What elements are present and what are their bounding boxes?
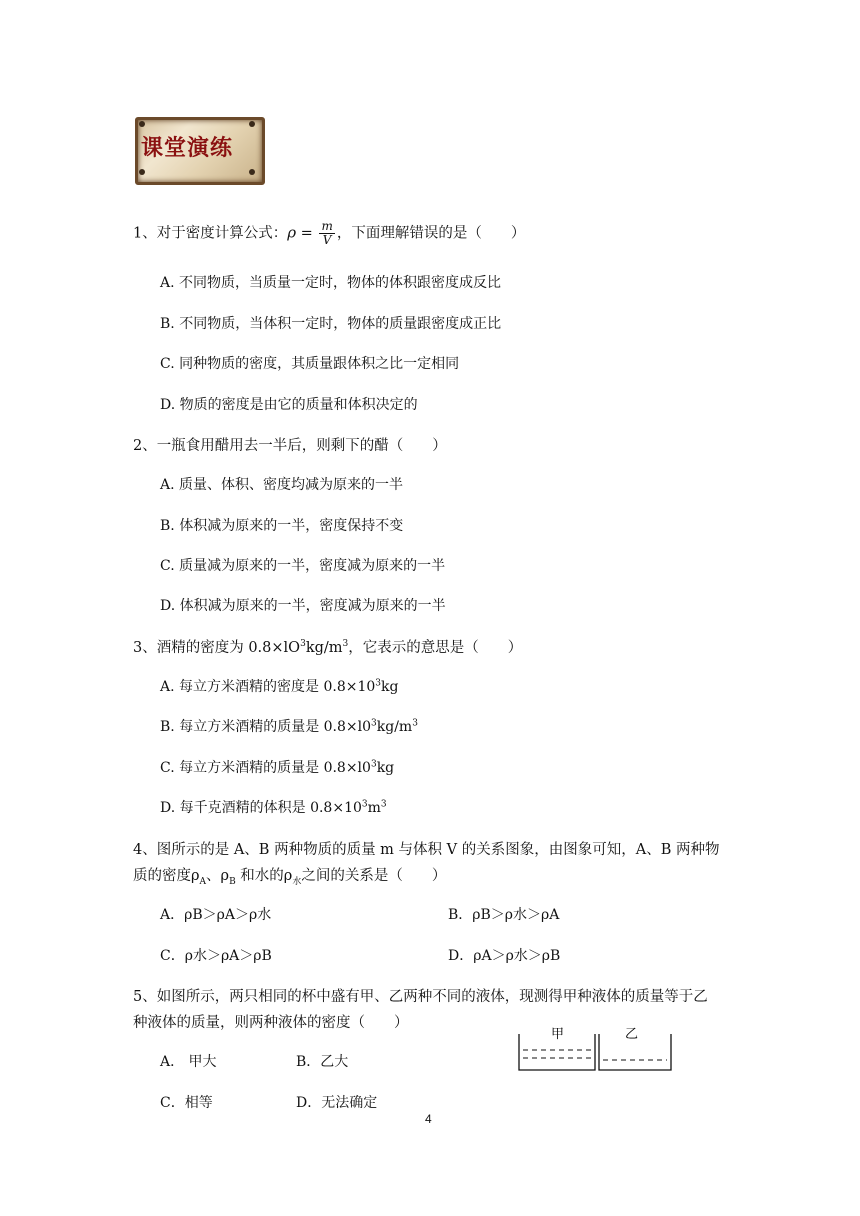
q2-option-a: A. 质量、体积、密度均减为原来的一半 xyxy=(160,477,404,493)
q4-option-b: B．ρB＞ρ水＞ρA xyxy=(448,907,560,923)
superscript: 3 xyxy=(371,718,377,729)
q4-text: 、ρ xyxy=(206,868,230,884)
superscript: 3 xyxy=(361,799,368,810)
cup-jia xyxy=(519,1027,595,1070)
cup-yi-label: 乙 xyxy=(625,1027,639,1042)
superscript: 3 xyxy=(380,799,387,810)
q4-option-a: A．ρB＞ρA＞ρ水 xyxy=(160,907,272,923)
nail-icon xyxy=(139,121,145,127)
question-2: 2、一瓶食用醋用去一半后，则剩下的醋（ ） xyxy=(133,438,447,454)
q2-option-b: B. 体积减为原来的一半，密度保持不变 xyxy=(160,518,404,534)
option-unit: kg/m xyxy=(376,719,413,735)
q3-option-a xyxy=(160,676,398,696)
page-number: 4 xyxy=(425,1112,432,1126)
subscript: 水 xyxy=(292,876,302,887)
rho-symbol: ρ xyxy=(287,223,297,242)
cup-jia-label: 甲 xyxy=(551,1027,565,1042)
option-unit: m xyxy=(367,800,381,816)
fraction-numerator: m xyxy=(321,219,333,233)
equals-sign: = xyxy=(296,225,318,242)
option-unit: kg xyxy=(381,679,399,695)
option-text: D. 每千克酒精的体积是 0.8×10 xyxy=(160,800,362,816)
two-cups-figure xyxy=(515,1024,675,1072)
q1-option-a: A. 不同物质，当质量一定时，物体的体积跟密度成反比 xyxy=(160,275,502,291)
q1-suffix: ，下面理解错误的是（ ） xyxy=(336,225,526,242)
question-5-line-1: 5、如图所示，两只相同的杯中盛有甲、乙两种不同的液体，现测得甲种液体的质量等于乙 xyxy=(133,989,708,1005)
q1-option-c: C. 同种物质的密度，其质量跟体积之比一定相同 xyxy=(160,356,460,372)
q4-text: 质的密度ρ xyxy=(133,868,200,884)
question-5-line-2: 种液体的质量，则两种液体的密度（ ） xyxy=(133,1015,409,1031)
q2-option-c: C. 质量减为原来的一半，密度减为原来的一半 xyxy=(160,558,446,574)
q3-option-c xyxy=(160,757,394,777)
subscript: A xyxy=(199,876,207,887)
section-title: 课堂演练 xyxy=(141,136,234,161)
q5-option-a: A． 甲大 xyxy=(160,1054,217,1070)
q1-prefix: 1、对于密度计算公式： xyxy=(133,225,288,242)
superscript: 3 xyxy=(370,759,377,770)
superscript: 3 xyxy=(300,639,306,650)
nail-icon xyxy=(139,169,145,175)
question-4-line-1: 4、图所示的是 A、B 两种物质的质量 m 与体积 V 的关系图象，由图象可知，A、B 两种物 xyxy=(133,842,720,858)
q5-option-d: D．无法确定 xyxy=(296,1095,378,1111)
superscript: 3 xyxy=(412,718,418,729)
q3-unit: kg/m xyxy=(305,640,343,656)
q3-option-d xyxy=(160,797,387,817)
option-text: C. 每立方米酒精的质量是 0.8×l0 xyxy=(160,760,371,776)
section-banner xyxy=(131,113,263,183)
q5-option-c: C．相等 xyxy=(160,1095,213,1111)
q3-post: ，它表示的意思是（ ） xyxy=(348,640,523,656)
q4-option-c: C．ρ水＞ρA＞ρB xyxy=(160,948,272,964)
fraction-denominator: V xyxy=(322,233,332,247)
question-1 xyxy=(133,220,525,247)
subscript: B xyxy=(229,876,236,887)
q5-option-b: B．乙大 xyxy=(296,1054,349,1070)
q3-pre: 3、酒精的密度为 0.8×lO xyxy=(133,640,301,656)
fraction xyxy=(319,220,334,247)
q3-option-b xyxy=(160,716,418,736)
option-unit: kg xyxy=(376,760,395,776)
q4-text: 之间的关系是（ ） xyxy=(301,868,447,884)
option-text: A. 每立方米酒精的密度是 0.8×10 xyxy=(160,679,376,695)
q1-option-d: D. 物质的密度是由它的质量和体积决定的 xyxy=(160,397,418,413)
q2-option-d: D. 体积减为原来的一半，密度减为原来的一半 xyxy=(160,598,446,614)
q4-option-d: D．ρA＞ρ水＞ρB xyxy=(448,948,561,964)
question-3 xyxy=(133,636,522,657)
option-text: B. 每立方米酒精的质量是 0.8×l0 xyxy=(160,719,372,735)
nail-icon xyxy=(249,169,255,175)
nail-icon xyxy=(249,121,255,127)
q4-text: 和水的ρ xyxy=(235,868,293,884)
superscript: 3 xyxy=(375,678,382,689)
q1-option-b: B. 不同物质，当体积一定时，物体的质量跟密度成正比 xyxy=(160,316,502,332)
superscript: 3 xyxy=(342,639,349,650)
cup-yi xyxy=(599,1027,671,1070)
question-4-line-2 xyxy=(133,864,446,887)
